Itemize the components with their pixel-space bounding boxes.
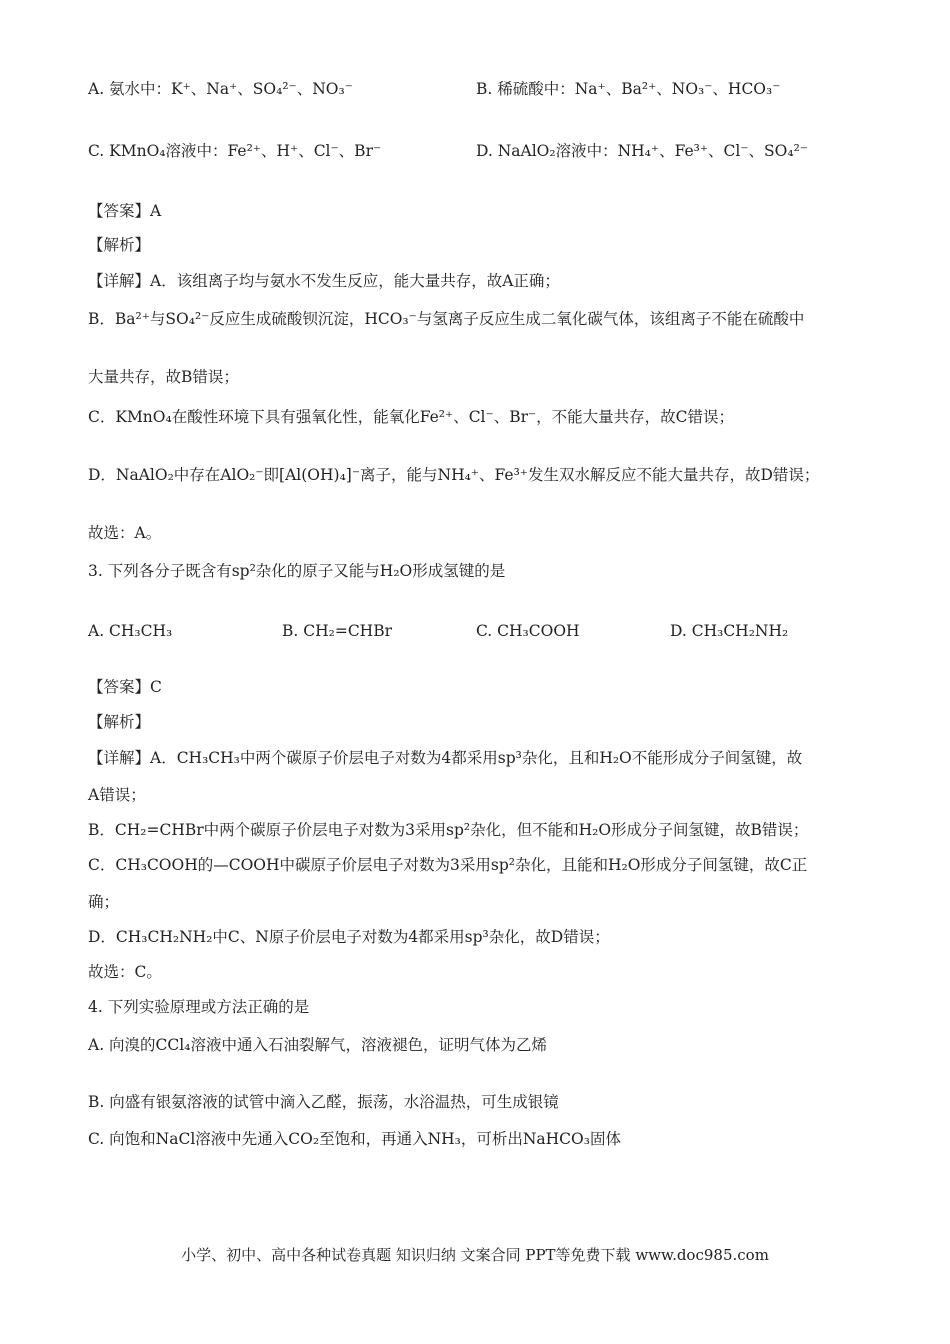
detail-q3-d: D．CH₃CH₂NH₂中C、N原子价层电子对数为4都采用sp³杂化，故D错误； bbox=[88, 928, 610, 946]
question-3: 3. 下列各分子既含有sp²杂化的原子又能与H₂O形成氢键的是 bbox=[88, 562, 506, 580]
q4-option-a: A. 向溴的CCl₄溶液中通入石油裂解气，溶液褪色，证明气体为乙烯 bbox=[88, 1036, 547, 1054]
detail-q3-c-cont: 确； bbox=[88, 893, 120, 911]
q3-option-d: D. CH₃CH₂NH₂ bbox=[670, 622, 789, 640]
q4-option-b: B. 向盛有银氨溶液的试管中滴入乙醛，振荡，水浴温热，可生成银镜 bbox=[88, 1093, 559, 1111]
line-option-c-kmno4: C. KMnO₄溶液中：Fe²⁺、H⁺、Cl⁻、Br⁻ bbox=[88, 142, 382, 160]
q3-option-b: B. CH₂=CHBr bbox=[282, 622, 392, 640]
line-option-a-ammonia: A. 氨水中：K⁺、Na⁺、SO₄²⁻、NO₃⁻ bbox=[88, 80, 353, 98]
detail-q2-a: 【详解】A．该组离子均与氨水不发生反应，能大量共存，故A正确； bbox=[88, 272, 560, 290]
answer-q2: 【答案】A bbox=[88, 202, 162, 220]
detail-q3-c: C．CH₃COOH的—COOH中碳原子价层电子对数为3采用sp²杂化，且能和H₂O形成分子间氢键，故C正 bbox=[88, 856, 808, 874]
detail-q3-a-cont: A错误； bbox=[88, 786, 146, 804]
q4-option-c: C. 向饱和NaCl溶液中先通入CO₂至饱和，再通入NH₃，可析出NaHCO₃固体 bbox=[88, 1130, 621, 1148]
analysis-title-q3: 【解析】 bbox=[88, 713, 151, 731]
page-footer: 小学、初中、高中各种试卷真题 知识归纳 文案合同 PPT等免费下载 www.doc985.com bbox=[181, 1246, 769, 1264]
detail-q2-b-cont: 大量共存，故B错误； bbox=[88, 368, 239, 386]
detail-q2-c: C．KMnO₄在酸性环境下具有强氧化性，能氧化Fe²⁺、Cl⁻、Br⁻，不能大量共存，故C错误； bbox=[88, 408, 735, 426]
line-option-b-sulfuric: B. 稀硫酸中：Na⁺、Ba²⁺、NO₃⁻、HCO₃⁻ bbox=[476, 80, 781, 98]
answer-q3: 【答案】C bbox=[88, 678, 162, 696]
detail-q2-b: B．Ba²⁺与SO₄²⁻反应生成硫酸钡沉淀，HCO₃⁻与氢离子反应生成二氧化碳气体，该组离子不能在硫酸中 bbox=[88, 310, 805, 328]
detail-q3-b: B．CH₂=CHBr中两个碳原子价层电子对数为3采用sp²杂化，但不能和H₂O形成分子间氢键，故B错误； bbox=[88, 821, 809, 839]
q3-option-a: A. CH₃CH₃ bbox=[88, 622, 173, 640]
choice-q3: 故选：C。 bbox=[88, 963, 162, 981]
analysis-title-q2: 【解析】 bbox=[88, 236, 151, 254]
line-option-d-naalo2: D. NaAlO₂溶液中：NH₄⁺、Fe³⁺、Cl⁻、SO₄²⁻ bbox=[476, 142, 808, 160]
choice-q2: 故选：A。 bbox=[88, 524, 162, 542]
detail-q2-d: D．NaAlO₂中存在AlO₂⁻即[Al(OH)₄]⁻离子，能与NH₄⁺、Fe³⁺发生双水解反应不能大量共存，故D错误； bbox=[88, 466, 820, 484]
detail-q3-a: 【详解】A．CH₃CH₃中两个碳原子价层电子对数为4都采用sp³杂化，且和H₂O不能形成分子间氢键，故 bbox=[88, 749, 803, 767]
q3-option-c: C. CH₃COOH bbox=[476, 622, 580, 640]
question-4: 4. 下列实验原理或方法正确的是 bbox=[88, 998, 310, 1016]
